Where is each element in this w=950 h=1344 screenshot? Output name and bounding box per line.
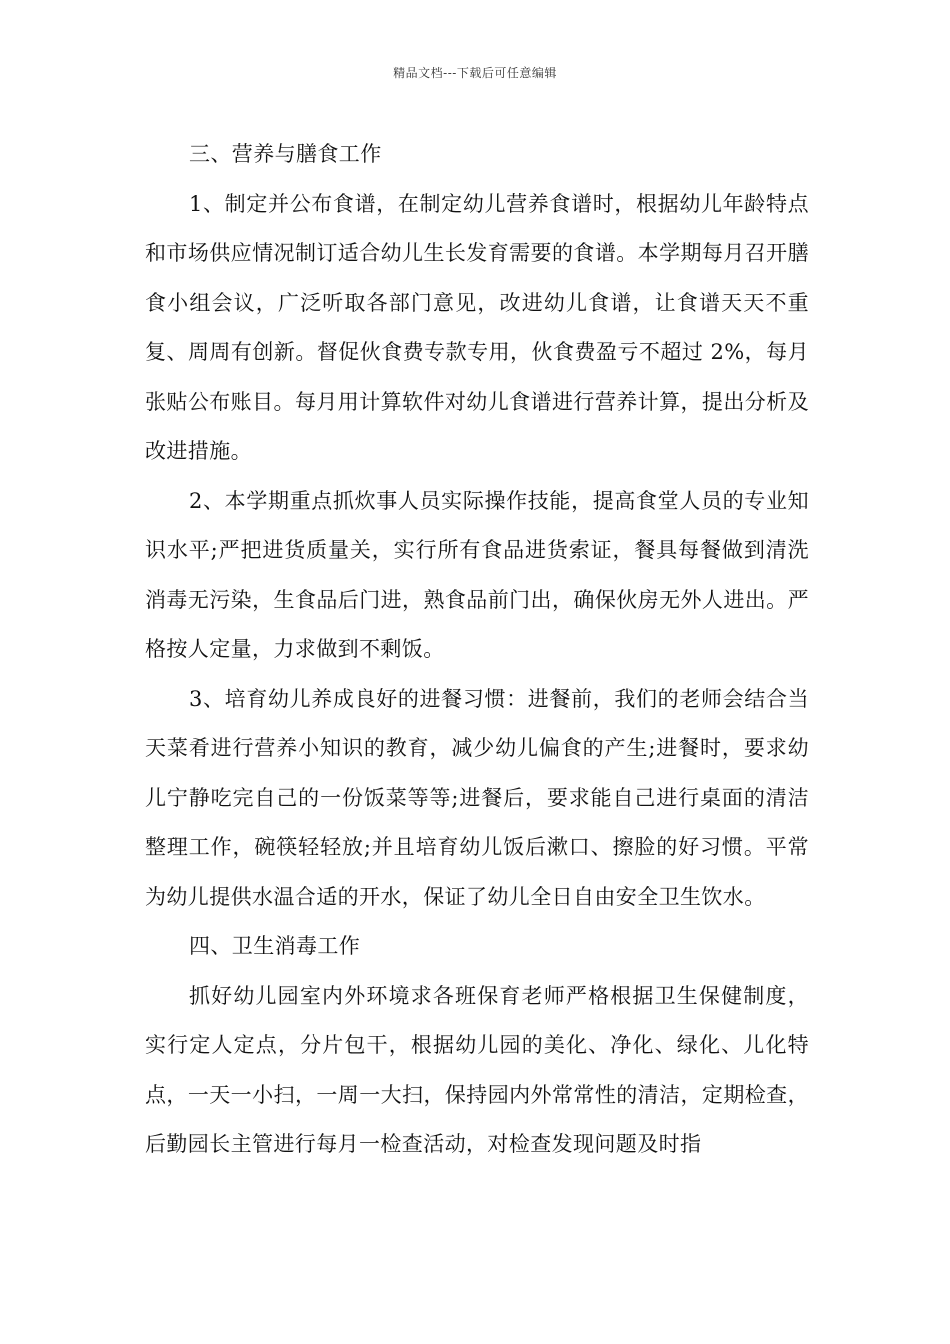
section-heading-hygiene: 四、卫生消毒工作 xyxy=(189,934,361,958)
paragraph-environment: 抓好幼儿园室内外环境求各班保育老师严格根据卫生保健制度，实行定人定点，分片包干，根据幼儿园的美化、净化、绿化、儿化特点，一天一小扫，一周一大扫，保持园内外常常性的清洁，定期检查，后勤园长主管进行每月一检查活动，对检查发现问题及时指 xyxy=(145,983,809,1156)
paragraph-eating-habits: 3、培育幼儿养成良好的进餐习惯：进餐前，我们的老师会结合当天菜肴进行营养小知识的教育，减少幼儿偏食的产生;进餐时，要求幼儿宁静吃完自己的一份饭菜等等;进餐后，要求能自己进行桌面的清洁整理工作，碗筷轻轻放;并且培育幼儿饭后漱口、擦脸的好习惯。平常为幼儿提供水温合适的开水，保证了幼儿全日自由安全卫生饮水。 xyxy=(145,686,809,909)
document-body xyxy=(145,130,809,1170)
paragraph-menu: 1、制定并公布食谱，在制定幼儿营养食谱时，根据幼儿年龄特点和市场供应情况制订适合幼儿生长发育需要的食谱。本学期每月召开膳食小组会议，广泛听取各部门意见，改进幼儿食谱，让食谱天天不重复、周周有创新。督促伙食费专款专用，伙食费盈亏不超过 2%，每月张贴公布账目。每月用计算软件对幼儿食谱进行营养计算，提出分析及改进措施。 xyxy=(145,191,809,463)
paragraph-kitchen-staff: 2、本学期重点抓炊事人员实际操作技能，提高食堂人员的专业知识水平;严把进货质量关，实行所有食品进货索证，餐具每餐做到清洗消毒无污染，生食品后门进，熟食品前门出，确保伙房无外人进出。严格按人定量，力求做到不剩饭。 xyxy=(145,488,809,661)
section-heading-nutrition: 三、营养与膳食工作 xyxy=(189,142,382,166)
page-header: 精品文档---下载后可任意编辑 xyxy=(393,66,557,80)
